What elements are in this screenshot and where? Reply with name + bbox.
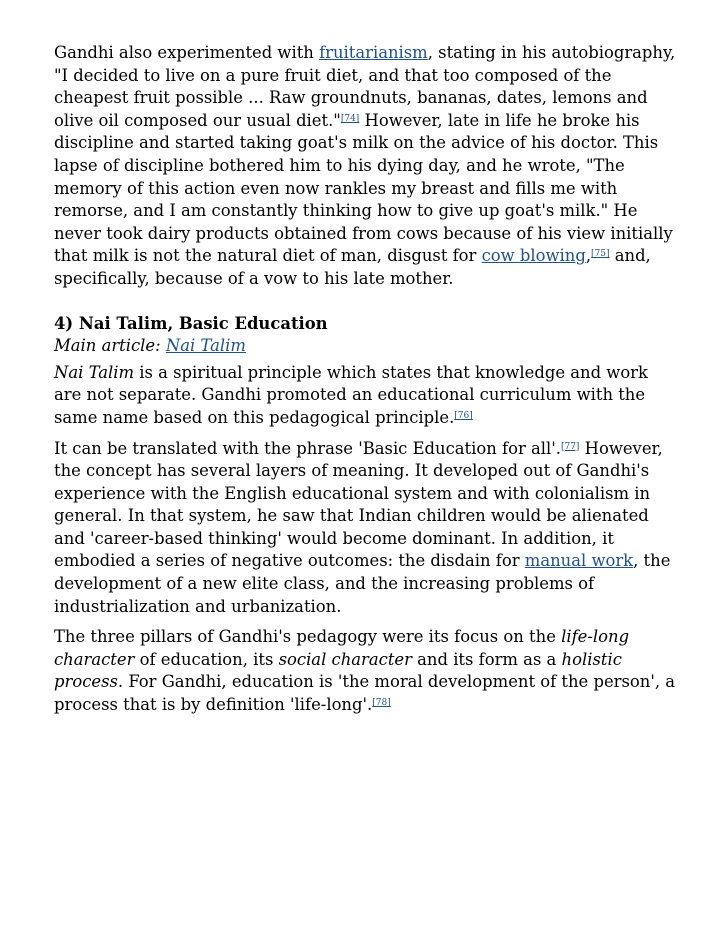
citation-link[interactable]: [75] xyxy=(591,249,610,260)
text-segment: of education, its xyxy=(134,649,279,669)
italic-term: Nai Talim xyxy=(54,362,135,382)
italic-term: life-long character xyxy=(54,627,630,669)
text-segment: However, late in life he broke his discipline and started taking goat's milk on the advice of his doctor. This lapse of discipline bothered him to his dying day, and he wrote, "The memory of this action even now rankles my breast and fills me with remorse, and I am constantly thinking how to give up goat's milk." He never took dairy products obtained from cows because of his view initially that milk is not the natural diet of man, disgust for xyxy=(54,110,673,266)
italic-term: holistic process xyxy=(54,649,622,692)
text-segment: and, specifically, because of a vow to his late mother. xyxy=(54,246,651,288)
link-fruitarianism[interactable]: fruitarianism xyxy=(319,43,428,62)
paragraph-pedagogy xyxy=(54,626,679,716)
text-segment: and its form as a xyxy=(411,649,562,669)
text-segment: is a spiritual principle which states that knowledge and work are not separate. Gandhi promoted an educational curriculum with the same name based on this pedagogical principle. xyxy=(54,362,648,427)
italic-term: social character xyxy=(278,649,412,669)
citation-link[interactable]: [76] xyxy=(454,410,473,421)
main-article-note xyxy=(54,335,679,358)
main-article-prefix: Main article: xyxy=(54,336,166,356)
text-segment: . For Gandhi, education is 'the moral development of the person', a process that is by definition 'life-long'. xyxy=(54,672,676,715)
text-segment: It can be translated with the phrase 'Basic Education for all'. xyxy=(54,438,561,458)
text-segment: However, the concept has several layers of meaning. It developed out of Gandhi's experience with the English educational system and with colonialism in general. In that system, he saw that Indian children would be alienated and 'career-based thinking' would become dominant. In addition, it embodied a series of negative outcomes: the disdain for xyxy=(54,438,663,571)
document-page xyxy=(54,42,679,725)
citation-77[interactable] xyxy=(561,442,579,452)
text-segment: Gandhi also experimented with xyxy=(54,43,320,62)
citation-link[interactable]: [74] xyxy=(340,113,360,124)
citation-76[interactable] xyxy=(454,411,472,421)
paragraph-fruitarianism xyxy=(54,42,679,291)
citation-link[interactable]: [77] xyxy=(560,441,580,452)
citation-78[interactable] xyxy=(372,698,390,708)
link-manual-work[interactable]: manual work xyxy=(524,551,634,571)
text-segment: , stating in his autobiography, "I decided to live on a pure fruit diet, and that too composed of the cheapest fruit possible ... Raw groundnuts, bananas, dates, lemons and olive oil composed our usual diet." xyxy=(54,43,676,130)
section-heading: 4) Nai Talim, Basic Education xyxy=(54,313,328,333)
paragraph-nai-talim xyxy=(54,362,679,430)
citation-75[interactable] xyxy=(591,249,609,259)
citation-74[interactable] xyxy=(341,114,359,124)
text-segment: The three pillars of Gandhi's pedagogy were its focus on the xyxy=(54,627,562,647)
link-nai-talim[interactable]: Nai Talim xyxy=(165,336,246,356)
citation-link[interactable]: [78] xyxy=(372,698,391,709)
paragraph-basic-education xyxy=(54,438,679,619)
text-segment: , xyxy=(585,246,592,266)
link-cow-blowing[interactable]: cow blowing xyxy=(481,246,586,266)
text-segment: , the development of a new elite class, and the increasing problems of industrialization and urbanization. xyxy=(54,551,671,616)
